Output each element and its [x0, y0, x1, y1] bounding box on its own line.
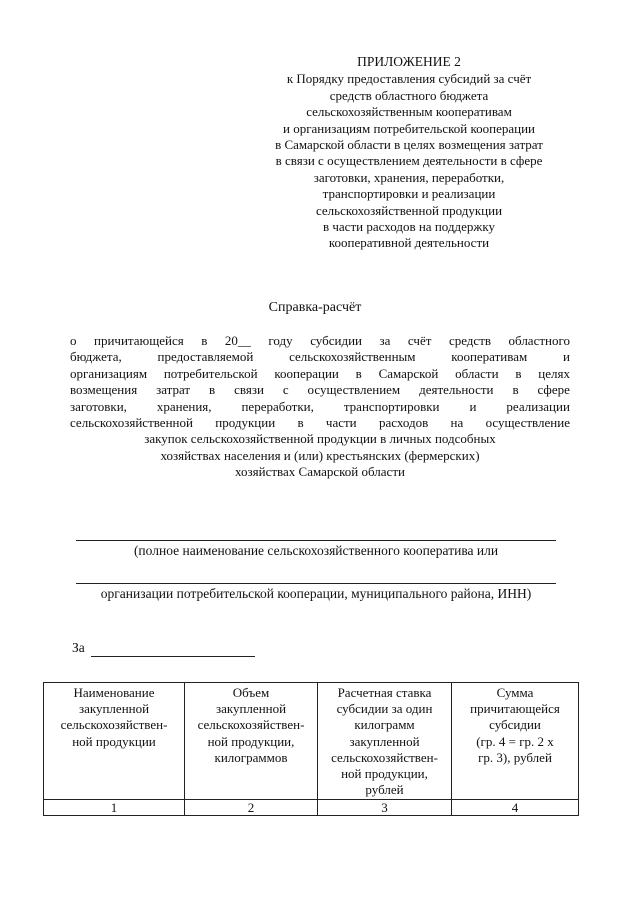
column-number: 2 — [185, 800, 318, 816]
appendix-line: в Самарской области в целях возмещения затрат — [275, 137, 543, 153]
subject-word: расходов — [378, 414, 429, 430]
subject-word: осуществление — [485, 414, 570, 430]
table-column-numbers-row — [44, 800, 579, 816]
header-line: Расчетная ставка — [337, 685, 432, 700]
subject-word: потребительской — [163, 365, 258, 381]
period-label: За — [72, 640, 85, 655]
subject-word: в — [512, 382, 519, 398]
header-line: Объем — [232, 685, 270, 700]
subject-line: закупок сельскохозяйственной продукции в личных подсобных — [144, 431, 496, 447]
header-line: Наименование — [73, 685, 155, 700]
appendix-line: транспортировки и реализации — [322, 186, 496, 202]
subject-word: 20__ — [224, 333, 251, 348]
subject-word: о — [70, 333, 77, 348]
subject-word: деятельности — [419, 382, 494, 398]
appendix-line: кооперативной деятельности — [328, 235, 490, 251]
header-line: ной продукции, — [207, 733, 295, 749]
subject-word: продукции — [215, 414, 276, 430]
subject-word: кооперации — [274, 365, 339, 381]
subject-word: предоставляемой — [157, 349, 254, 365]
subject-word: связи — [234, 382, 264, 398]
subject-word: и — [469, 398, 477, 414]
header-line: субсидии за один — [336, 701, 433, 717]
subject-word: и — [563, 349, 570, 365]
subject-word: за — [379, 333, 391, 348]
subject-word: сфере — [537, 382, 570, 398]
subject-word: части — [325, 414, 357, 430]
subject-word: возмещения — [70, 382, 138, 398]
header-line: килограмм — [354, 717, 415, 733]
header-line: (гр. 4 = гр. 2 х — [476, 733, 554, 749]
subject-word: счёт — [407, 333, 432, 348]
subject-word: с — [282, 382, 289, 398]
subject-word: причитающейся — [94, 333, 184, 348]
fill-in-caption-1: (полное наименование сельскохозяйственного кооператива или — [133, 543, 499, 558]
subject-word: затрат — [156, 382, 191, 398]
fill-in-caption-2: организации потребительской кооперации, муниципального района, ИНН) — [100, 586, 532, 601]
header-line: Сумма — [496, 685, 534, 700]
appendix-line: и организациям потребительской кооперации — [283, 120, 535, 136]
subject-word: субсидии — [310, 333, 362, 348]
subject-line: хозяйствах населения и (или) крестьянских (фермерских) — [160, 447, 480, 463]
table-header-row — [44, 683, 579, 800]
appendix-line: сельскохозяйственным кооперативам — [306, 104, 512, 120]
period-fill-line[interactable] — [91, 656, 255, 657]
fill-in-line-organization[interactable] — [76, 540, 556, 541]
subject-word: транспортировки — [343, 398, 440, 414]
appendix-line: сельскохозяйственной продукции — [315, 202, 503, 218]
subject-word: в — [201, 333, 208, 348]
header-line: сельскохозяйствен- — [60, 717, 168, 733]
subject-word: хранения, — [156, 398, 212, 414]
header-line: ной продукции, — [341, 766, 428, 782]
subject-line — [70, 333, 570, 349]
subject-line — [70, 415, 570, 431]
subject-word: осуществлением — [307, 382, 401, 398]
subject-word: кооперативам — [451, 349, 528, 365]
subject-word: заготовки, — [70, 398, 127, 414]
subject-word: целях — [538, 365, 570, 381]
header-line: сельскохозяйствен- — [197, 717, 305, 733]
subject-word: средств — [448, 333, 492, 348]
subject-word: переработки, — [241, 398, 314, 414]
header-line: закупленной — [349, 733, 420, 749]
document-subject — [70, 333, 570, 481]
header-line: гр. 3), рублей — [478, 749, 552, 765]
subject-word: в — [515, 365, 522, 381]
appendix-line: средств областного бюджета — [329, 87, 489, 103]
column-number: 1 — [44, 800, 185, 816]
header-product-name — [44, 683, 185, 800]
header-line: рублей — [365, 782, 404, 798]
header-amount — [452, 683, 579, 800]
subject-line — [70, 382, 570, 398]
subject-line — [70, 399, 570, 415]
appendix-line: заготовки, хранения, переработки, — [313, 169, 505, 185]
subject-word: году — [268, 333, 293, 348]
subject-word: в — [297, 414, 304, 430]
appendix-line: к Порядку предоставления субсидий за счёт — [286, 71, 532, 87]
subject-word: Самарской — [378, 365, 439, 381]
subject-word: в — [209, 382, 216, 398]
appendix-header — [244, 54, 574, 252]
subject-word: реализации — [506, 398, 570, 414]
appendix-line: в части расходов на поддержку — [322, 219, 496, 235]
subject-word: в — [355, 365, 362, 381]
subject-line: хозяйствах Самарской области — [235, 464, 405, 480]
calculation-table — [43, 682, 579, 816]
header-line: причитающейся — [470, 701, 560, 717]
header-volume — [185, 683, 318, 800]
column-number: 3 — [318, 800, 452, 816]
header-line: субсидии — [489, 717, 541, 733]
column-number: 4 — [452, 800, 579, 816]
header-rate — [318, 683, 452, 800]
subject-word: бюджета, — [70, 349, 122, 365]
appendix-title: ПРИЛОЖЕНИЕ 2 — [357, 54, 461, 69]
fill-in-line-district[interactable] — [76, 583, 556, 584]
header-line: килограммов — [214, 749, 288, 765]
document-title: Справка-расчёт — [268, 300, 362, 315]
header-line: сельскохозяйствен- — [331, 749, 438, 765]
subject-word: сельскохозяйственной — [70, 414, 193, 430]
subject-word: организациям — [70, 365, 148, 381]
header-line: закупленной — [215, 701, 287, 717]
appendix-line: в связи с осуществлением деятельности в сфере — [275, 153, 543, 169]
subject-word: области — [455, 365, 499, 381]
subject-line — [70, 349, 570, 365]
subject-word: сельскохозяйственным — [289, 349, 416, 365]
subject-word: на — [450, 414, 464, 430]
header-line: закупленной — [78, 701, 150, 717]
subject-line — [70, 366, 570, 382]
subject-word: областного — [508, 333, 570, 348]
header-line: ной продукции — [72, 733, 156, 749]
